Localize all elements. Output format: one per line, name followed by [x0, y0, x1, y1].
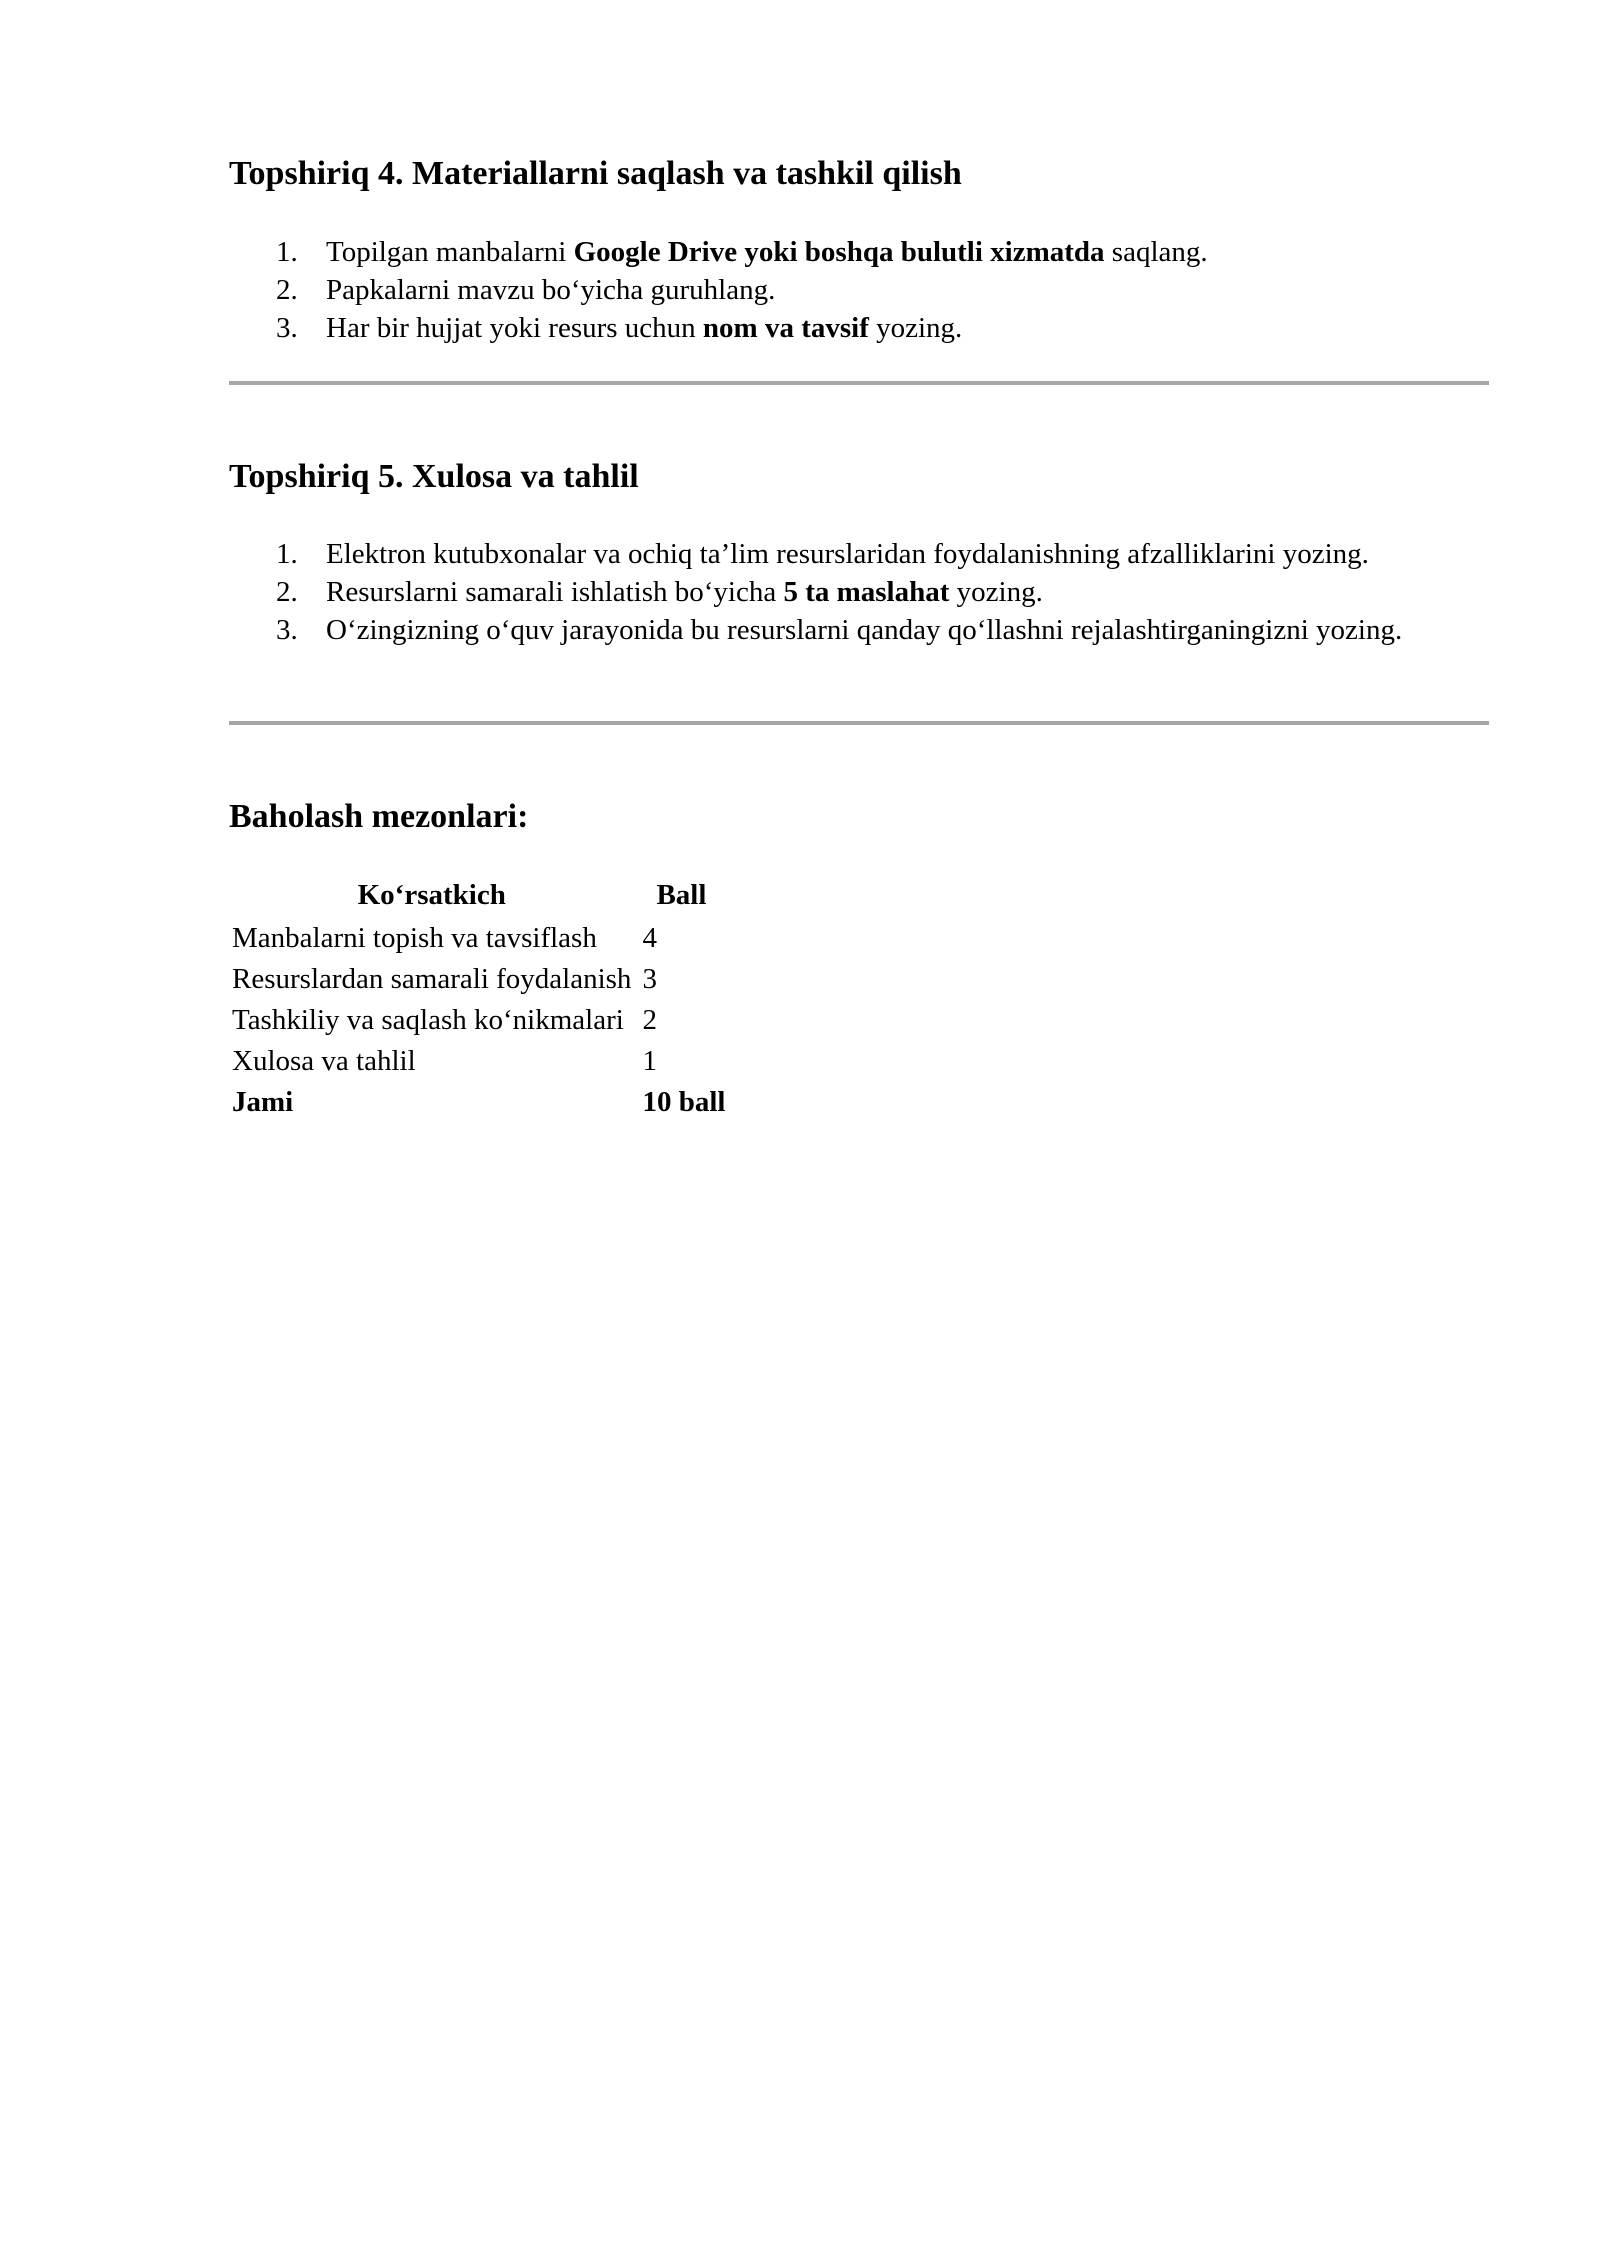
list-text: Har bir hujjat yoki resurs uchun [326, 312, 703, 344]
list-item [229, 535, 1489, 573]
criteria-title: Baholash mezonlari: [229, 798, 529, 835]
list-number: 3. [276, 312, 298, 344]
list-item [229, 233, 1489, 271]
table-row [229, 1000, 728, 1041]
total-value: 10 ball [642, 1086, 726, 1118]
task5-list-wrap [229, 535, 1489, 649]
task4-list-wrap [229, 233, 1489, 347]
list-number: 1. [276, 538, 298, 570]
list-text: Topilgan manbalarni [326, 236, 574, 268]
score-cell: 4 [642, 922, 657, 954]
indicator-cell: Xulosa va tahlil [232, 1045, 416, 1077]
horizontal-rule [229, 721, 1489, 725]
list-item [229, 573, 1489, 611]
task5-title: Topshiriq 5. Xulosa va tahlil [229, 458, 639, 495]
table-row [229, 918, 728, 959]
indicator-cell: Tashkiliy va saqlash ko‘nikmalari [232, 1004, 624, 1036]
table-row [229, 1041, 728, 1082]
criteria-table [229, 872, 728, 1123]
column-header-score: Ball [656, 878, 707, 911]
list-text: yozing. [868, 312, 963, 344]
list-item [229, 271, 1489, 309]
task5-section [229, 457, 1489, 497]
score-cell: 3 [642, 963, 657, 995]
total-label: Jami [232, 1086, 294, 1118]
table-total-row [229, 1082, 728, 1123]
list-text: Resurslarni samarali ishlatish bo‘yicha [326, 576, 784, 608]
list-text: Elektron kutubxonalar va ochiq ta’lim resurslaridan foydalanishning afzalliklarini yozing. [326, 538, 1369, 570]
list-text-bold: nom va tavsif [702, 312, 869, 344]
criteria-section [229, 797, 1489, 837]
list-text-bold: 5 ta maslahat [783, 576, 950, 608]
column-header-indicator: Ko‘rsatkich [357, 878, 506, 911]
indicator-cell: Resurslardan samarali foydalanish [232, 963, 632, 995]
list-text: saqlang. [1104, 236, 1208, 268]
list-text: yozing. [949, 576, 1043, 608]
table-header-row [229, 872, 728, 918]
list-text: O‘zingizning o‘quv jarayonida bu resurslarni qanday qo‘llashni rejalashtirganingizni yozing. [326, 614, 1403, 646]
list-number: 3. [276, 614, 298, 646]
list-number: 2. [276, 274, 298, 306]
score-cell: 1 [642, 1045, 657, 1077]
indicator-cell: Manbalarni topish va tavsiflash [232, 922, 597, 954]
list-item [229, 611, 1456, 649]
task4-section [229, 154, 1489, 194]
list-number: 2. [276, 576, 298, 608]
list-item [229, 309, 1489, 347]
table-row [229, 959, 728, 1000]
list-number: 1. [276, 236, 298, 268]
task4-title: Topshiriq 4. Materiallarni saqlash va tashkil qilish [229, 155, 962, 192]
task5-list [229, 535, 1489, 649]
list-text: Papkalarni mavzu bo‘yicha guruhlang. [326, 274, 776, 306]
task4-list [229, 233, 1489, 347]
score-cell: 2 [642, 1004, 657, 1036]
list-text-bold: Google Drive yoki boshqa bulutli xizmatda [573, 236, 1105, 268]
horizontal-rule [229, 381, 1489, 385]
